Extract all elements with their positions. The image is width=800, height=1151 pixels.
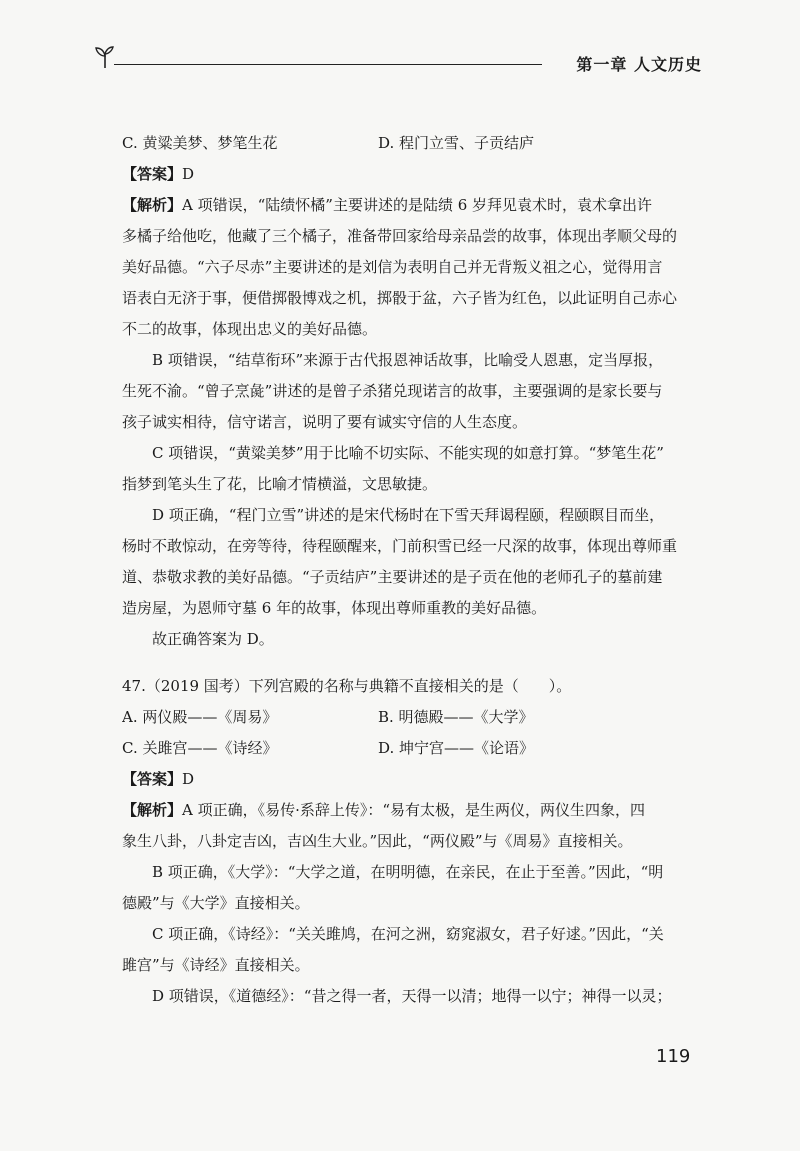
option-a: A. 两仪殿——《周易》 [122, 708, 278, 726]
paragraph-line: D 项正确，“程门立雪”讲述的是宋代杨时在下雪天拜谒程颐，程颐瞑目而坐， [152, 506, 665, 524]
answer-tag: 【答案】 [122, 770, 183, 788]
options-row [122, 733, 688, 764]
option-d: D. 坤宁宫——《论语》 [378, 739, 535, 757]
analysis-line [122, 190, 688, 221]
paragraph-line: 象生八卦，八卦定吉凶，吉凶生大业。”因此，“两仪殿”与《周易》直接相关。 [122, 832, 633, 850]
paragraph-line: 道、恭敬求教的美好品德。“子贡结庐”主要讲述的是子贡在他的老师孔子的墓前建 [122, 568, 663, 586]
question-stem: 47.（2019 国考）下列宫殿的名称与典籍不直接相关的是（ ）。 [122, 677, 572, 695]
options-row [122, 128, 688, 159]
analysis-tag: 【解析】 [122, 801, 183, 819]
answer-line [122, 764, 688, 795]
option-c: C. 关雎宫——《诗经》 [122, 739, 278, 757]
paragraph-line: 不二的故事，体现出忠义的美好品德。 [122, 320, 378, 338]
paragraph-line: 德殿”与《大学》直接相关。 [122, 894, 310, 912]
paragraph-line: 指梦到笔头生了花，比喻才情横溢，文思敏捷。 [122, 475, 438, 493]
paragraph-line: B 项正确，《大学》：“大学之道，在明明德，在亲民，在止于至善。”因此，“明 [152, 863, 664, 881]
page-header [92, 44, 702, 74]
paragraph-text: A 项错误，“陆绩怀橘”主要讲述的是陆绩 6 岁拜见袁术时，袁术拿出许 [182, 196, 653, 214]
option-c: C. 黄粱美梦、梦笔生花 [122, 134, 278, 152]
option-b: B. 明德殿——《大学》 [378, 708, 534, 726]
option-d: D. 程门立雪、子贡结庐 [378, 134, 535, 152]
answer-tag: 【答案】 [122, 165, 183, 183]
paragraph-line: 雎宫”与《诗经》直接相关。 [122, 956, 310, 974]
page-content [122, 128, 688, 1012]
paragraph-line: D 项错误，《道德经》：“昔之得一者，天得一以清；地得一以宁；神得一以灵； [152, 987, 672, 1005]
paragraph-line: C 项错误，“黄粱美梦”用于比喻不切实际、不能实现的如意打算。“梦笔生花” [152, 444, 664, 462]
paragraph-line: 语表白无济于事，便借掷骰博戏之机，掷骰于盆，六子皆为红色，以此证明自己赤心 [122, 289, 678, 307]
options-row [122, 702, 688, 733]
paragraph-line: 美好品德。“六子尽赤”主要讲述的是刘信为表明自己并无背叛义祖之心，觉得用言 [122, 258, 663, 276]
paragraph-line: C 项正确，《诗经》：“关关雎鸠，在河之洲，窈窕淑女，君子好逑。”因此，“关 [152, 925, 664, 943]
header-rule [114, 64, 542, 65]
paragraph-text: A 项正确，《易传·系辞上传》：“易有太极，是生两仪，两仪生四象，四 [182, 801, 646, 819]
analysis-tag: 【解析】 [122, 196, 183, 214]
sprout-icon [92, 44, 118, 70]
paragraph-line: 多橘子给他吃，他藏了三个橘子，准备带回家给母亲品尝的故事，体现出孝顺父母的 [122, 227, 678, 245]
answer-value: D [182, 165, 195, 183]
question-gap [122, 655, 688, 671]
page-number: 119 [656, 1046, 691, 1067]
analysis-line [122, 795, 688, 826]
answer-value: D [182, 770, 195, 788]
paragraph-line: 生死不渝。“曾子烹彘”讲述的是曾子杀猪兑现诺言的故事，主要强调的是家长要与 [122, 382, 663, 400]
conclusion-line: 故正确答案为 D。 [152, 630, 274, 648]
paragraph-line: 杨时不敢惊动，在旁等待，待程颐醒来，门前积雪已经一尺深的故事，体现出尊师重 [122, 537, 678, 555]
paragraph-line: B 项错误，“结草衔环”来源于古代报恩神话故事，比喻受人恩惠，定当厚报， [152, 351, 664, 369]
answer-line [122, 159, 688, 190]
paragraph-line: 孩子诚实相待，信守诺言，说明了要有诚实守信的人生态度。 [122, 413, 528, 431]
paragraph-line: 造房屋，为恩师守墓 6 年的故事，体现出尊师重教的美好品德。 [122, 599, 547, 617]
chapter-title: 第一章 人文历史 [576, 55, 702, 74]
